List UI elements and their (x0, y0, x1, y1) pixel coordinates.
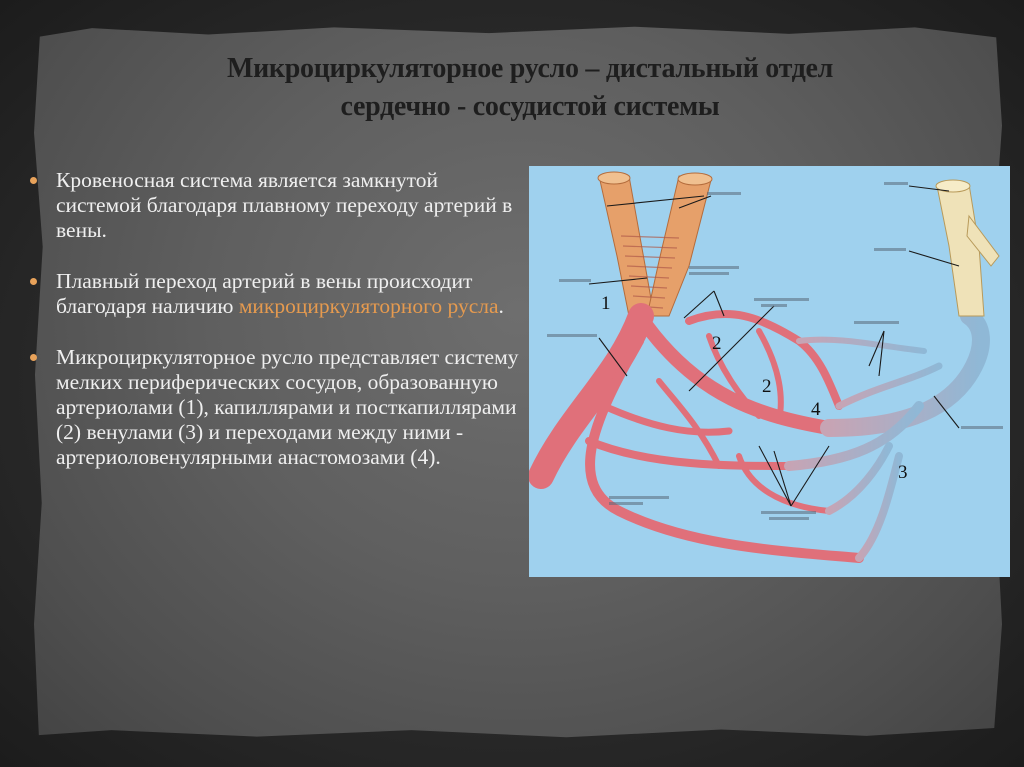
title-line-1: Микроциркуляторное русло – дистальный отдел (226, 53, 834, 84)
bullet-item (28, 345, 528, 470)
bullet-list (28, 168, 528, 496)
diagram-svg (529, 166, 1010, 577)
bullet-item (28, 168, 528, 243)
bullet-icon (30, 278, 37, 285)
venule (789, 316, 981, 558)
microcirculation-diagram (529, 166, 1010, 577)
highlight-term: микроциркуляторного русла (238, 294, 499, 318)
slide-title (120, 50, 940, 126)
label-capillary: 2 (712, 333, 722, 354)
bullet-text-end: . (498, 294, 504, 318)
bullet-text: Кровеносная система является замкнутой системой благодаря плавному переходу артерий в вены. (56, 168, 513, 242)
label-venule: 3 (898, 462, 908, 483)
artery-tubes (598, 172, 712, 316)
title-line-2: сердечно - сосудистой системы (340, 91, 720, 122)
bullet-text: Плавный переход артерий в вены происходит благодаря наличию (56, 269, 473, 318)
label-arteriole: 1 (601, 293, 611, 314)
arteriole (541, 314, 859, 558)
vein-tube (936, 180, 999, 316)
bullet-icon (30, 177, 37, 184)
label-anastomosis: 4 (811, 399, 821, 420)
label-capillary: 2 (762, 376, 772, 397)
bullet-text: Микроциркуляторное русло представляет систему мелких периферических сосудов, образованную артериолами (1), капиллярами и посткапиллярами (2) венулами (3) и переходами между ними - артериоловенулярными анастомозами (4). (56, 345, 519, 469)
bullet-item (28, 269, 528, 319)
bullet-icon (30, 354, 37, 361)
